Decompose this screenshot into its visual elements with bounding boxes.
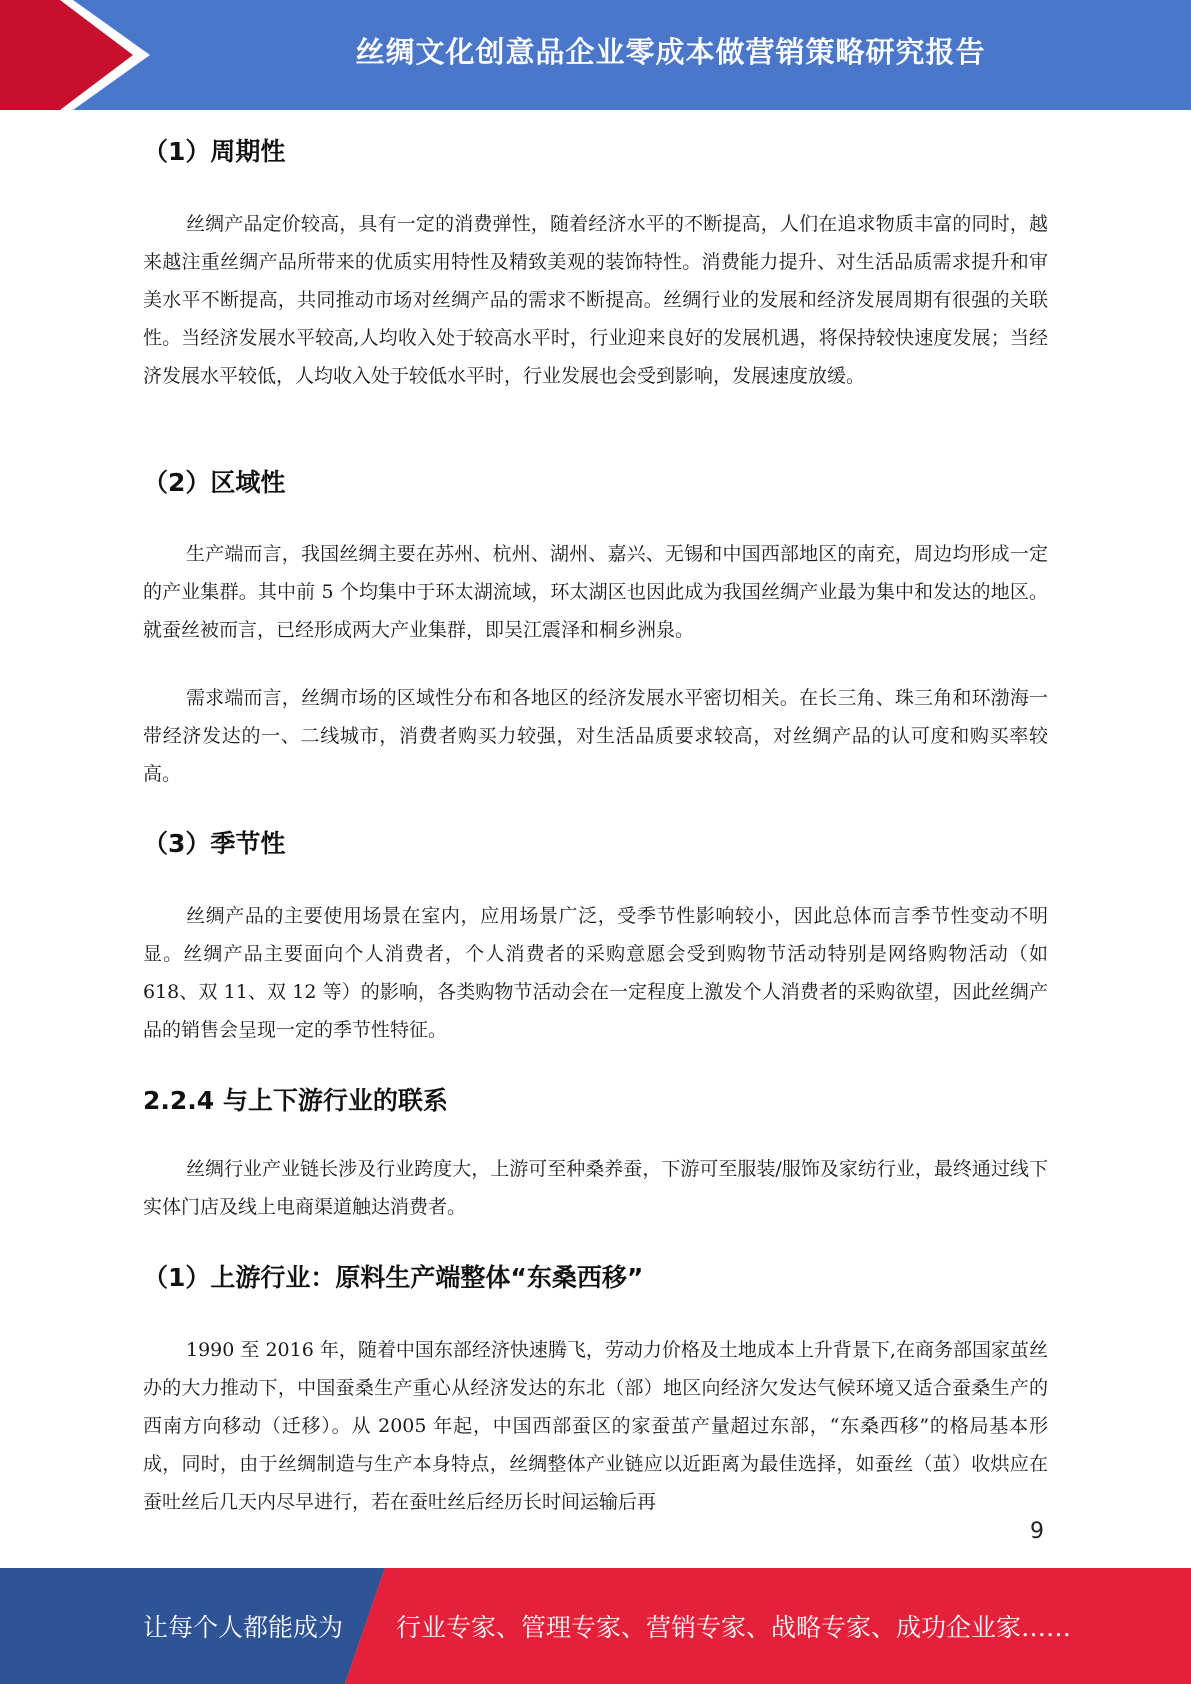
footer-slogan-left: 让每个人都能成为 [143, 1613, 344, 1642]
header-banner [0, 0, 1191, 110]
paragraph-production-side: 生产端而言，我国丝绸主要在苏州、杭州、湖州、嘉兴、无锡和中国西部地区的南充，周边均形成一定的产业集群。其中前 5 个均集中于环太湖流域，环太湖区也因此成为我国丝绸产业最为集中和发达的地区。就蚕丝被而言，已经形成两大产业集群，即吴江震泽和桐乡洲泉。 [143, 543, 1048, 641]
paragraph-seasonality: 丝绸产品的主要使用场景在室内，应用场景广泛，受季节性影响较小，因此总体而言季节性变动不明显。丝绸产品主要面向个人消费者，个人消费者的采购意愿会受到购物节活动特别是网络购物活动（如 618、双 11、双 12 等）的影响，各类购物节活动会在一定程度上激发个人消费者的采购欲望，因此丝绸产品的销售会呈现一定的季节性特征。 [143, 905, 1048, 1041]
subsection-heading-2-2-4: 2.2.4 与上下游行业的联系 [143, 1086, 448, 1115]
footer-slogan-right: 行业专家、管理专家、营销专家、战略专家、成功企业家…… [396, 1613, 1072, 1642]
red-chevron-decoration [0, 0, 155, 110]
paragraph-industry-chain: 丝绸行业产业链长涉及行业跨度大，上游可至种桑养蚕，下游可至服装/服饰及家纺行业，最终通过线下实体门店及线上电商渠道触达消费者。 [143, 1158, 1048, 1218]
section-heading-cyclicality: （1）周期性 [143, 137, 286, 166]
paragraph-demand-side: 需求端而言，丝绸市场的区域性分布和各地区的经济发展水平密切相关。在长三角、珠三角和环渤海一带经济发达的一、二线城市，消费者购买力较强，对生活品质要求较高，对丝绸产品的认可度和购买率较高。 [143, 687, 1048, 785]
paragraph-upstream: 1990 至 2016 年，随着中国东部经济快速腾飞，劳动力价格及土地成本上升背景下,在商务部国家茧丝办的大力推动下，中国蚕桑生产重心从经济发达的东北（部）地区向经济欠发达气候环境又适合蚕桑生产的西南方向移动（迁移）。从 2005 年起，中国西部蚕区的家蚕茧产量超过东部，“东桑西移”的格局基本形成，同时，由于丝绸制造与生产本身特点，丝绸整体产业链应以近距离为最佳选择，如蚕丝（茧）收烘应在蚕吐丝后几天内尽早进行，若在蚕吐丝后经历长时间运输后再 [143, 1339, 1048, 1513]
report-title: 丝绸文化创意品企业零成本做营销策略研究报告 [355, 34, 986, 69]
footer-banner [0, 1568, 1191, 1684]
section-heading-seasonality: （3）季节性 [143, 829, 286, 858]
section-heading-upstream: （1）上游行业：原料生产端整体“东桑西移” [143, 1263, 644, 1292]
section-heading-regionality: （2）区域性 [143, 468, 286, 497]
paragraph-cyclicality: 丝绸产品定价较高，具有一定的消费弹性，随着经济水平的不断提高，人们在追求物质丰富的同时，越来越注重丝绸产品所带来的优质实用特性及精致美观的装饰特性。消费能力提升、对生活品质需求提升和审美水平不断提高，共同推动市场对丝绸产品的需求不断提高。丝绸行业的发展和经济发展周期有很强的关联性。当经济发展水平较高,人均收入处于较高水平时，行业迎来良好的发展机遇，将保持较快速度发展；当经济发展水平较低，人均收入处于较低水平时，行业发展也会受到影响，发展速度放缓。 [143, 213, 1048, 387]
page-number: 9 [1030, 1519, 1044, 1544]
